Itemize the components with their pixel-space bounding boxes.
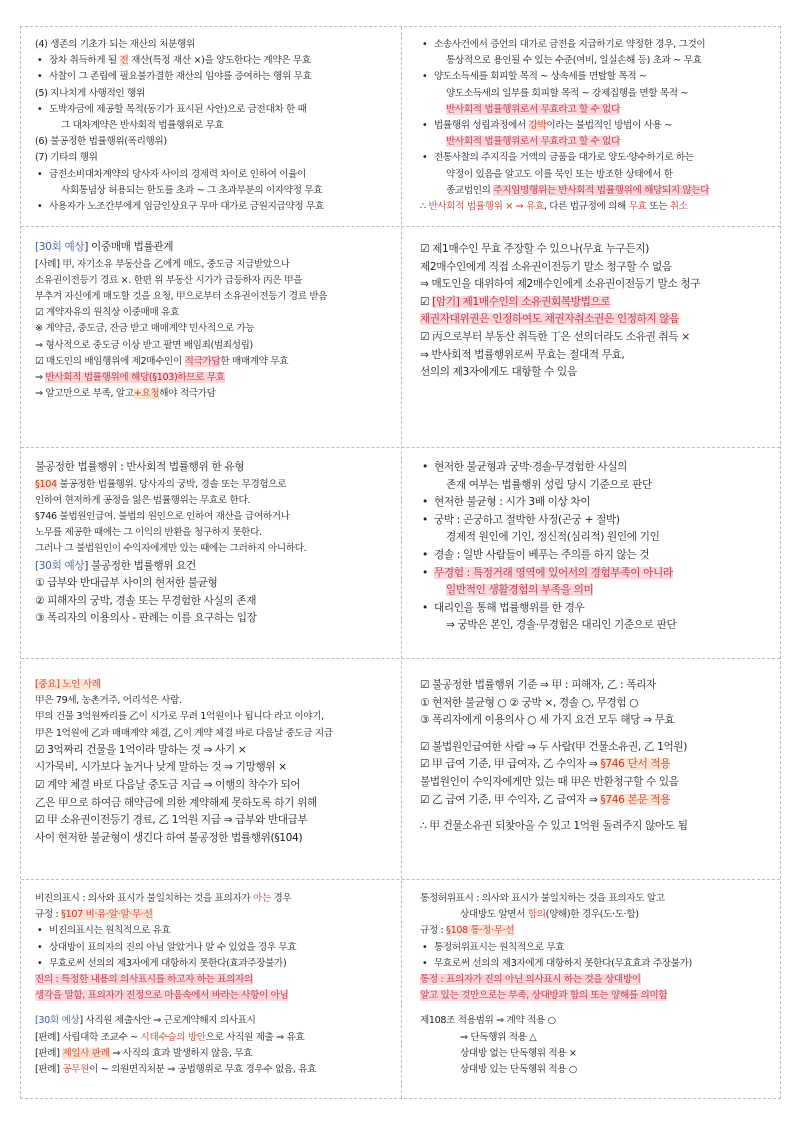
note-line: ☑ 계약 체결 바로 다음날 중도금 지급 ⇒ 이행의 착수가 되어: [35, 779, 301, 791]
note-line: (4) 생존의 기초가 되는 재산의 처분행위: [35, 39, 195, 50]
highlight-text: 주지임명행위는 반사회적 법률행위에 해당되지 않는다: [493, 184, 710, 196]
note-line: • 장차 취득하게 될 전 재산(특정 재산 ×)을 양도한다는 계약은 무효: [35, 53, 395, 69]
note-line: 상대방도 알면서 합의(양해)한 경우(도·도·합): [460, 909, 639, 921]
note-line: 종교법인의 주지임명행위는 반사회적 법률행위에 해당되지 않는다: [446, 184, 710, 196]
note-line: ☑ 계약자유의 원칙상 이중매매 유효: [35, 307, 179, 319]
note-line: [35, 988, 395, 1004]
note-line: ☑ 불법원인급여한 사람 ⇒ 두 사람(甲 건물소유권, 乙 1억원): [420, 740, 688, 753]
note-line: ※ 계약금, 중도금, 잔금 받고 매매계약 민사적으로 가능: [35, 323, 255, 335]
note-line: • 통정허위표시는 원칙적으로 무효: [420, 940, 776, 956]
note-line: ⇒ 궁박은 본인, 경솔·무경험은 대리인 기준으로 판단: [446, 619, 677, 632]
note-line: 부추겨 자신에게 매도할 것을 요청, 甲으로부터 소유권이전등기 경료 받음: [35, 291, 328, 302]
row-divider: [21, 226, 780, 227]
note-line: [420, 311, 776, 329]
note-line: ☑ [암기] 제1매수인의 소유권회복방법으로: [420, 295, 611, 308]
note-line: 노무를 제공한 때에는 그 이익의 반환을 청구하지 못한다.: [35, 527, 262, 539]
note-line: [420, 988, 776, 1004]
note-line: 통상적으로 용인될 수 있는 수준(여비, 일실손해 등) 초과 ~ 무효: [446, 55, 702, 67]
note-line: [420, 730, 776, 739]
panel-p9: [21, 891, 401, 1098]
note-line: 불공정한 법률행위 : 반사회적 법률행위 한 유형: [35, 461, 245, 473]
note-line: ① 급부와 반대급부 사이의 현저한 불균형: [35, 577, 218, 590]
note-line: ⇒ 매도인을 대위하여 제2매수인에게 소유권이전등기 말소 청구: [420, 278, 701, 291]
note-line: [420, 102, 776, 118]
note-line: 甲의 건물 3억원짜리를 乙이 시가로 무려 1억원이나 됩니다 라고 이야기,: [35, 711, 324, 723]
highlight-text: 반사회적 법률행위에 해당(§103)하므로 무효: [45, 372, 225, 384]
note-line: ⇒ 형사적으로 중도금 이상 받고 팔면 배임죄(범죄성립): [35, 339, 253, 351]
note-line: 비진의표시 : 의사와 표시가 불일치하는 것을 표의자가 아는 경우: [35, 893, 292, 904]
note-line: • 소송사건에서 증언의 대가로 금전을 지급하기로 약정한 경우, 그것이: [420, 37, 776, 53]
note-line: ⇒ 반사회적 법률행위에 해당(§103)하므로 무효: [35, 372, 225, 384]
note-line: [판례] 제일사 판례 ⇒ 사직의 효과 발생하지 않음, 무효: [35, 1047, 253, 1059]
note-line: 규정 : §108 통·정·무·선: [420, 925, 515, 937]
note-line: [35, 972, 395, 988]
highlight-text: 반사회적 법률행위 × ⇒ 유효: [428, 201, 544, 213]
highlight-text: [30회 예상: [35, 241, 85, 253]
note-line: ⇒ 알고만으로 부족, 알고+요청해야 적극가담: [35, 388, 216, 400]
note-line: 선의의 제3자에게도 대항할 수 있음: [420, 366, 577, 379]
note-line: 경제적 원인에 기인, 정신적(심리적) 원인에 기인: [446, 531, 660, 544]
note-line: • 상대방이 표의자의 진의 아님 알았거나 알 수 있었을 경우 무효: [35, 940, 395, 956]
note-line: §746 불법원인급여. 불법의 원인으로 인하여 재산을 급여하거나: [35, 511, 290, 522]
note-line: • 현저한 불균형 : 시가 3배 이상 차이: [420, 494, 776, 512]
row-divider: [21, 879, 780, 880]
highlight-text: [암기] 제1매수인의 소유권회복방법으로: [432, 295, 611, 308]
note-line: [420, 809, 776, 818]
note-line: ☑ 甲 소유권이전등기 경료, 乙 1억원 지급 ⇒ 급부와 반대급부: [35, 814, 308, 827]
highlight-text: 반사회적 법률행위로서 무효라고 할 수 없다: [446, 103, 621, 115]
highlight-text: 채권자대위권은 인정하여도 채권자취소권은 인정하지 않음: [420, 313, 680, 326]
highlight-text: 생각을 말함, 표의자가 진정으로 마음속에서 바라는 사항이 아님: [35, 990, 289, 1002]
note-line: ② 피해자의 궁박, 경솔 또는 무경험한 사실의 존재: [35, 594, 257, 607]
panel-p7: [21, 677, 401, 877]
note-line: 甲은 79세, 농촌거주, 어리석은 사람.: [35, 695, 182, 707]
highlight-text: 무경험 : 특정거래 영역에 있어서의 경험부족이 아니라: [434, 566, 673, 579]
panel-p3: [21, 239, 401, 445]
highlight-text: 무효: [628, 201, 647, 213]
note-line: 통정허위표시 : 의사와 표시가 불일치하는 것을 표의자도 알고: [420, 893, 665, 904]
note-line: [420, 565, 776, 583]
note-line: ☑ 3억짜리 건물을 1억이라 말하는 것 ⇒ 사기 ×: [35, 743, 247, 756]
panel-p8: [402, 677, 782, 877]
highlight-text: 공무원: [62, 1064, 90, 1076]
row-divider: [21, 447, 780, 448]
note-line: (7) 기타의 행위: [35, 152, 98, 164]
highlight-text: 통정 : 표의자가 진의 아닌 의사표시 하는 것을 상대방이: [420, 974, 641, 986]
note-line: ☑ 甲 급여 기준, 甲 급여자, 乙 수익자 ⇒ §746 단서 적용: [420, 758, 671, 771]
highlight-text: §107 비·유·알·알·무·선: [61, 909, 153, 921]
note-line: • 궁박 : 곤궁하고 절박한 사정(곤궁 + 절박): [420, 512, 776, 530]
note-line: [420, 582, 776, 600]
note-line: 소유권이전등기 경료 ×. 한편 위 부동산 시가가 급등하자 丙은 甲을: [35, 274, 303, 286]
note-line: • 무효로써 선의의 제3자에게 대항하지 못한다(효과주장불가): [35, 956, 395, 972]
highlight-text: 강박: [528, 120, 547, 132]
note-line: 乙은 甲으로 하여금 해약금에 의한 계약해제 못하도록 하기 위해: [35, 796, 317, 809]
note-line: [35, 677, 395, 693]
note-line: 불법원인이 수익자에게만 있는 때 甲은 반환청구할 수 있음: [420, 775, 679, 788]
panel-p6: [402, 459, 782, 656]
note-line: 인하여 현저하게 공정을 잃은 법률행위는 무효로 한다.: [35, 494, 251, 506]
note-line: • 비진의표시는 원칙적으로 유효: [35, 923, 395, 939]
note-line: ⇒ 단독행위 적용 △: [460, 1031, 537, 1043]
note-line: • 도박자금에 제공할 목적(동기가 표시된 사안)으로 금전대차 한 때: [35, 102, 395, 118]
note-line: 사회통념상 허용되는 한도를 초과 ~ 그 초과부분의 이자약정 무효: [61, 184, 323, 196]
highlight-text: 시태수습의 방안: [140, 1031, 206, 1043]
note-line: • 경솔 : 일반 사람들이 베푸는 주의를 하지 않는 것: [420, 547, 776, 565]
note-line: ☑ 丙으로부터 부동산 취득한 丁은 선의더라도 소유권 취득 ×: [420, 330, 690, 343]
note-line: 상대방 있는 단독행위 적용 ○: [460, 1064, 577, 1076]
note-line: 양도소득세의 일부를 회피할 목적 ~ 강제집행을 면할 목적 ~: [446, 87, 689, 99]
note-line: • 전통사찰의 주지직을 거액의 금품을 대가로 양도·양수하기로 하는: [420, 150, 776, 166]
note-line: 약정이 있음을 알고도 이를 묵인 또는 방조한 상태에서 한: [446, 168, 673, 180]
highlight-text: 전: [119, 55, 129, 67]
note-line: 시가묵비, 시가보다 높거나 낮게 말하는 것 ⇒ 기망행위 ×: [35, 761, 287, 774]
highlight-text: §746 단서 적용: [600, 758, 671, 771]
note-line: ⇒ 반사회적 법률행위로써 무효는 절대적 무효,: [420, 348, 625, 361]
highlight-text: 합의: [527, 909, 546, 921]
note-line: 그러나 그 불법원인이 수익자에게만 있는 때에는 그러하지 아니하다.: [35, 543, 307, 555]
note-line: [30회 예상] 불공정한 법률행위 요건: [35, 559, 196, 572]
note-line: [사례] 甲, 자기소유 부동산을 乙에게 매도, 중도금 지급받았으나: [35, 258, 290, 270]
note-line: ∴ 甲 건물소유권 되찾아올 수 있고 1억원 돌려주지 않아도 됨: [420, 820, 688, 833]
note-line: ③ 폭리자에게 이용의사 ○ 세 가지 요건 모두 해당 ⇒ 무효: [420, 714, 675, 727]
note-line: ☑ 매도인의 배임행위에 제2매수인이 적극가담한 매매계약 무효: [35, 355, 289, 367]
note-line: [420, 1004, 776, 1013]
note-line: [420, 134, 776, 150]
highlight-text: 제일사 판례: [62, 1047, 110, 1059]
note-line: [판례] 사립대학 조교수 ~ 시태수습의 방안으로 사직원 제출 ⇒ 유효: [35, 1031, 305, 1043]
note-line: • 무효로써 선의의 제3자에게 대항하지 못한다(무효효과 주장불가): [420, 956, 776, 972]
note-line: 사이 현저한 불균형이 생긴다 하여 불공정한 법률행위(§104): [35, 831, 303, 844]
note-line: 규정 : §107 비·유·알·알·무·선: [35, 909, 153, 921]
note-line: ① 현저한 불균형 ○ ② 궁박 ×, 경솔 ○, 무경험 ○: [420, 696, 639, 709]
note-line: 존재 여부는 법률행위 성립 당시 기준으로 판단: [446, 478, 652, 491]
note-line: ☑ 불공정한 법률행위 기준 ⇒ 甲 : 피해자, 乙 : 폭리자: [420, 679, 656, 691]
note-line: 甲은 1억원에 乙과 매매계약 체결, 乙이 계약 체결 바로 다음날 중도금 지급: [35, 727, 333, 739]
highlight-text: §746 본문 적용: [600, 793, 671, 806]
note-line: §104 불공정한 법률행위. 당사자의 궁박, 경솔 또는 무경험으로: [35, 478, 287, 490]
highlight-text: 취소: [669, 201, 688, 213]
highlight-text: [중요] 노인 사례: [35, 679, 101, 690]
highlight-text: 반사회적 법률행위로서 무효라고 할 수 없다: [446, 136, 621, 148]
highlight-text: 일반적인 생활경험의 부족을 의미: [446, 584, 594, 597]
highlight-text: 적극가담: [184, 355, 221, 367]
note-line: ③ 폭리자의 이용의사 - 판례는 이를 요구하는 입장: [35, 612, 257, 625]
note-line: • 대리인을 통해 법률행위를 한 경우: [420, 600, 776, 618]
note-line: 그 대차계약은 반사회적 법률행위로 무효: [61, 120, 224, 132]
panel-p4: [402, 241, 782, 445]
note-line: [30회 예상] 사직원 제출사안 ⇒ 근로계약해지 의사표시: [35, 1015, 256, 1027]
note-line: ∴ 반사회적 법률행위 × ⇒ 유효, 다른 법규정에 의해 무효 또는 취소: [420, 201, 688, 213]
highlight-text: 알고 있는 것만으로는 부족, 상대방과 합의 또는 양해를 의미함: [420, 990, 668, 1002]
note-line: • 현저한 불균형과 궁박·경솔·무경험한 사실의: [420, 459, 776, 477]
highlight-text: [30회 예상: [35, 559, 85, 572]
panel-p2: [402, 37, 782, 225]
note-line: (6) 불공정한 법률행위(폭리행위): [35, 136, 167, 148]
note-line: 상대방 없는 단독행위 적용 ×: [460, 1047, 577, 1059]
note-line: • 사용자가 노조간부에게 임금인상요구 무마 대가로 금원지급약정 무효: [35, 199, 395, 215]
note-line: • 금전소비대차계약의 당사자 사이의 경제력 차이로 인하여 이율이: [35, 167, 395, 183]
panel-p1: [21, 37, 401, 225]
note-line: 제2매수인에게 직접 소유권이전등기 말소 청구할 수 없음: [420, 260, 672, 273]
note-line: (5) 지나치게 사행적인 행위: [35, 87, 145, 99]
note-line: [420, 972, 776, 988]
note-line: • 사찰이 그 존립에 필요불가결한 재산의 임야를 증여하는 행위 무효: [35, 69, 395, 85]
highlight-text: [30회 예상: [35, 1015, 80, 1027]
note-line: ☑ 乙 급여 기준, 甲 수익자, 乙 급여자 ⇒ §746 본문 적용: [420, 793, 671, 806]
note-line: • 양도소득세를 회피할 목적 ~ 상속세를 면탈할 목적 ~: [420, 69, 776, 85]
note-line: [판례] 공무원이 ~ 의원면직처분 ⇒ 공법행위로 무효 경우수 없음, 유효: [35, 1064, 317, 1076]
note-sheet: [20, 26, 781, 1099]
panel-p5: [21, 459, 401, 656]
note-line: 제108조 적용범위 ⇒ 계약 적용 ○: [420, 1015, 556, 1027]
note-line: [30회 예상] 이중매매 법률관계: [35, 241, 174, 253]
panel-p10: [402, 891, 782, 1098]
row-divider: [21, 658, 780, 659]
highlight-text: §108 통·정·무·선: [446, 925, 515, 937]
note-line: ☑ 제1매수인 무효 주장할 수 있으나(무효 누구든지): [420, 243, 649, 255]
highlight-text: +요청: [133, 388, 160, 400]
note-line: • 법률행위 성립과정에서 강박이라는 불법적인 방법이 사용 ~: [420, 118, 776, 134]
highlight-text: 아는: [252, 893, 271, 904]
note-line: [35, 1004, 395, 1013]
highlight-text: 진의 : 특정한 내용의 의사표시를 하고자 하는 표의자의: [35, 974, 253, 986]
highlight-text: §104: [35, 478, 57, 490]
